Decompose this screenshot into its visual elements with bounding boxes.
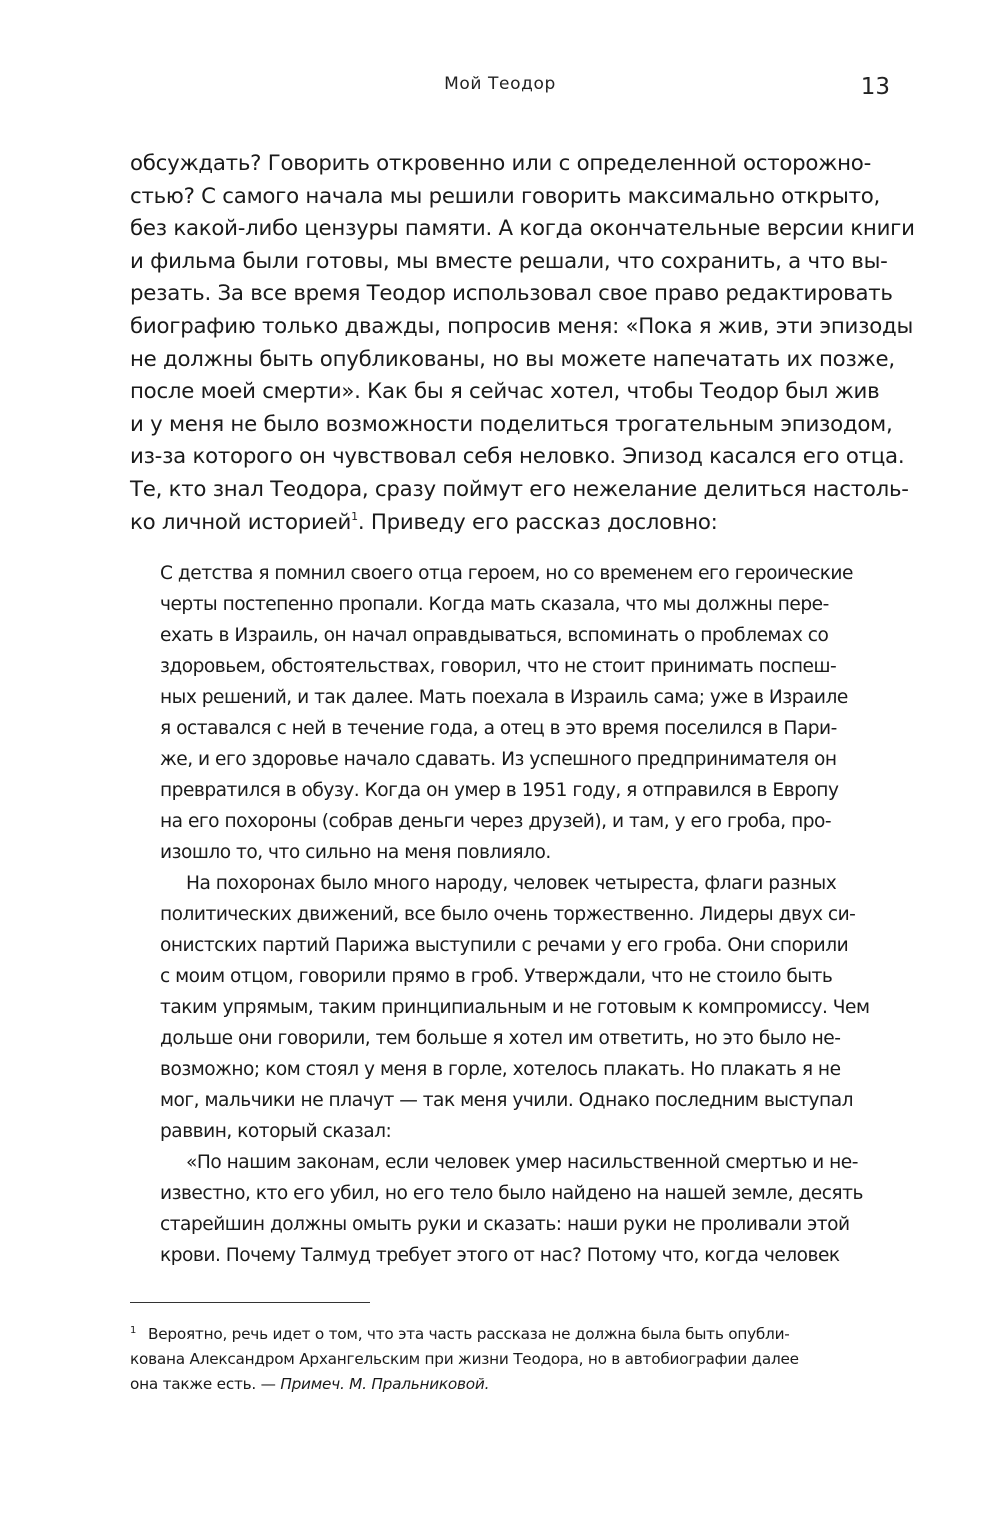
main-text (130, 148, 915, 539)
quote-line: «По нашим законам, если человек умер насильственной смертью и не- (186, 1152, 858, 1173)
main-line-text: . Приведу его рассказ дословно: (357, 509, 718, 535)
main-line: не должны быть опубликованы, но вы можете напечатать их позже, (130, 346, 895, 372)
footnote (130, 1322, 842, 1397)
quote-line: известно, кто его убил, но его тело было найдено на нашей земле, десять (160, 1183, 863, 1204)
footnote-line (130, 1372, 842, 1397)
main-line: из-за которого он чувствовал себя неловко. Эпизод касался его отца. (130, 444, 905, 470)
quote-line: старейшин должны омыть руки и сказать: наши руки не проливали этой (160, 1214, 850, 1235)
footnote-text: она также есть. — (130, 1375, 281, 1393)
main-line-text: ко личной историей (130, 509, 352, 535)
footnote-line: кована Александром Архангельским при жизни Теодора, но в автобиографии далее (130, 1350, 799, 1368)
quote-line: возможно; ком стоял у меня в горле, хотелось плакать. Но плакать я не (160, 1059, 841, 1080)
main-line: после моей смерти». Как бы я сейчас хотел, чтобы Теодор был жив (130, 379, 880, 405)
quote-line: превратился в обузу. Когда он умер в 1951 году, я отправился в Европу (160, 780, 839, 801)
quote-line: онистских партий Парижа выступили с речами у его гроба. Они спорили (160, 935, 849, 956)
footnote-line: 1 Вероятно, речь идет о том, что эта часть рассказа не должна была быть опубли- (130, 1325, 790, 1343)
quote-line: ехать в Израиль, он начал оправдываться, вспоминать о проблемах со (160, 625, 829, 646)
quote-line: С детства я помнил своего отца героем, но со временем его героические (160, 563, 853, 584)
main-line: биографию только дважды, попросив меня: «Пока я жив, эти эпизоды (130, 313, 914, 339)
main-line: Те, кто знал Теодора, сразу поймут его нежелание делиться настоль- (130, 476, 909, 502)
quote-line: раввин, который сказал: (160, 1121, 392, 1142)
main-line-last (130, 507, 842, 540)
main-line: обсуждать? Говорить откровенно или с определенной осторожно- (130, 151, 871, 176)
quote-line: я оставался с ней в течение года, а отец в это время поселился в Пари- (160, 718, 837, 739)
quote-line: здоровьем, обстоятельствах, говорил, что не стоит принимать поспеш- (160, 656, 837, 677)
quote-line: дольше они говорили, тем больше я хотел им ответить, но это было не- (160, 1028, 841, 1049)
footnote-attribution: Примеч. М. Пральниковой. (280, 1375, 490, 1393)
main-line: резать. За все время Теодор использовал свое право редактировать (130, 281, 893, 307)
quote-line: На похоронах было много народу, человек четыреста, флаги разных (186, 873, 837, 894)
footnote-reference[interactable]: 1 (351, 509, 358, 523)
quoted-story (160, 558, 870, 1271)
footnote-divider (130, 1302, 370, 1303)
main-line: без какой-либо цензуры памяти. А когда окончательные версии книги (130, 216, 915, 242)
quote-line: же, и его здоровье начало сдавать. Из успешного предпринимателя он (160, 749, 837, 770)
quote-line: таким упрямым, таким принципиальным и не готовым к компромиссу. Чем (160, 997, 870, 1018)
main-line: и фильма были готовы, мы вместе решали, что сохранить, а что вы- (130, 248, 888, 274)
quote-line: крови. Почему Талмуд требует этого от нас? Потому что, когда человек (160, 1245, 840, 1266)
page-number: 13 (860, 74, 890, 100)
quote-line: ных решений, и так далее. Мать поехала в Израиль сама; уже в Израиле (160, 687, 848, 708)
quote-line: с моим отцом, говорили прямо в гроб. Утверждали, что не стоило быть (160, 966, 833, 987)
quote-line: изошло то, что сильно на меня повлияло. (160, 842, 551, 863)
quote-line: черты постепенно пропали. Когда мать сказала, что мы должны пере- (160, 594, 829, 615)
main-line: стью? С самого начала мы решили говорить максимально открыто, (130, 183, 881, 209)
main-line: и у меня не было возможности поделиться трогательным эпизодом, (130, 411, 893, 437)
quote-line: политических движений, все было очень торжественно. Лидеры двух си- (160, 904, 856, 925)
running-title: Мой Теодор (444, 74, 556, 94)
footnote-text: Вероятно, речь идет о том, что эта часть рассказа не должна была быть опубли- (148, 1325, 790, 1343)
quote-line: на его похороны (собрав деньги через друзей), и там, у его гроба, про- (160, 811, 832, 832)
quote-line: мог, мальчики не плачут — так меня учили. Однако последним выступал (160, 1090, 853, 1111)
